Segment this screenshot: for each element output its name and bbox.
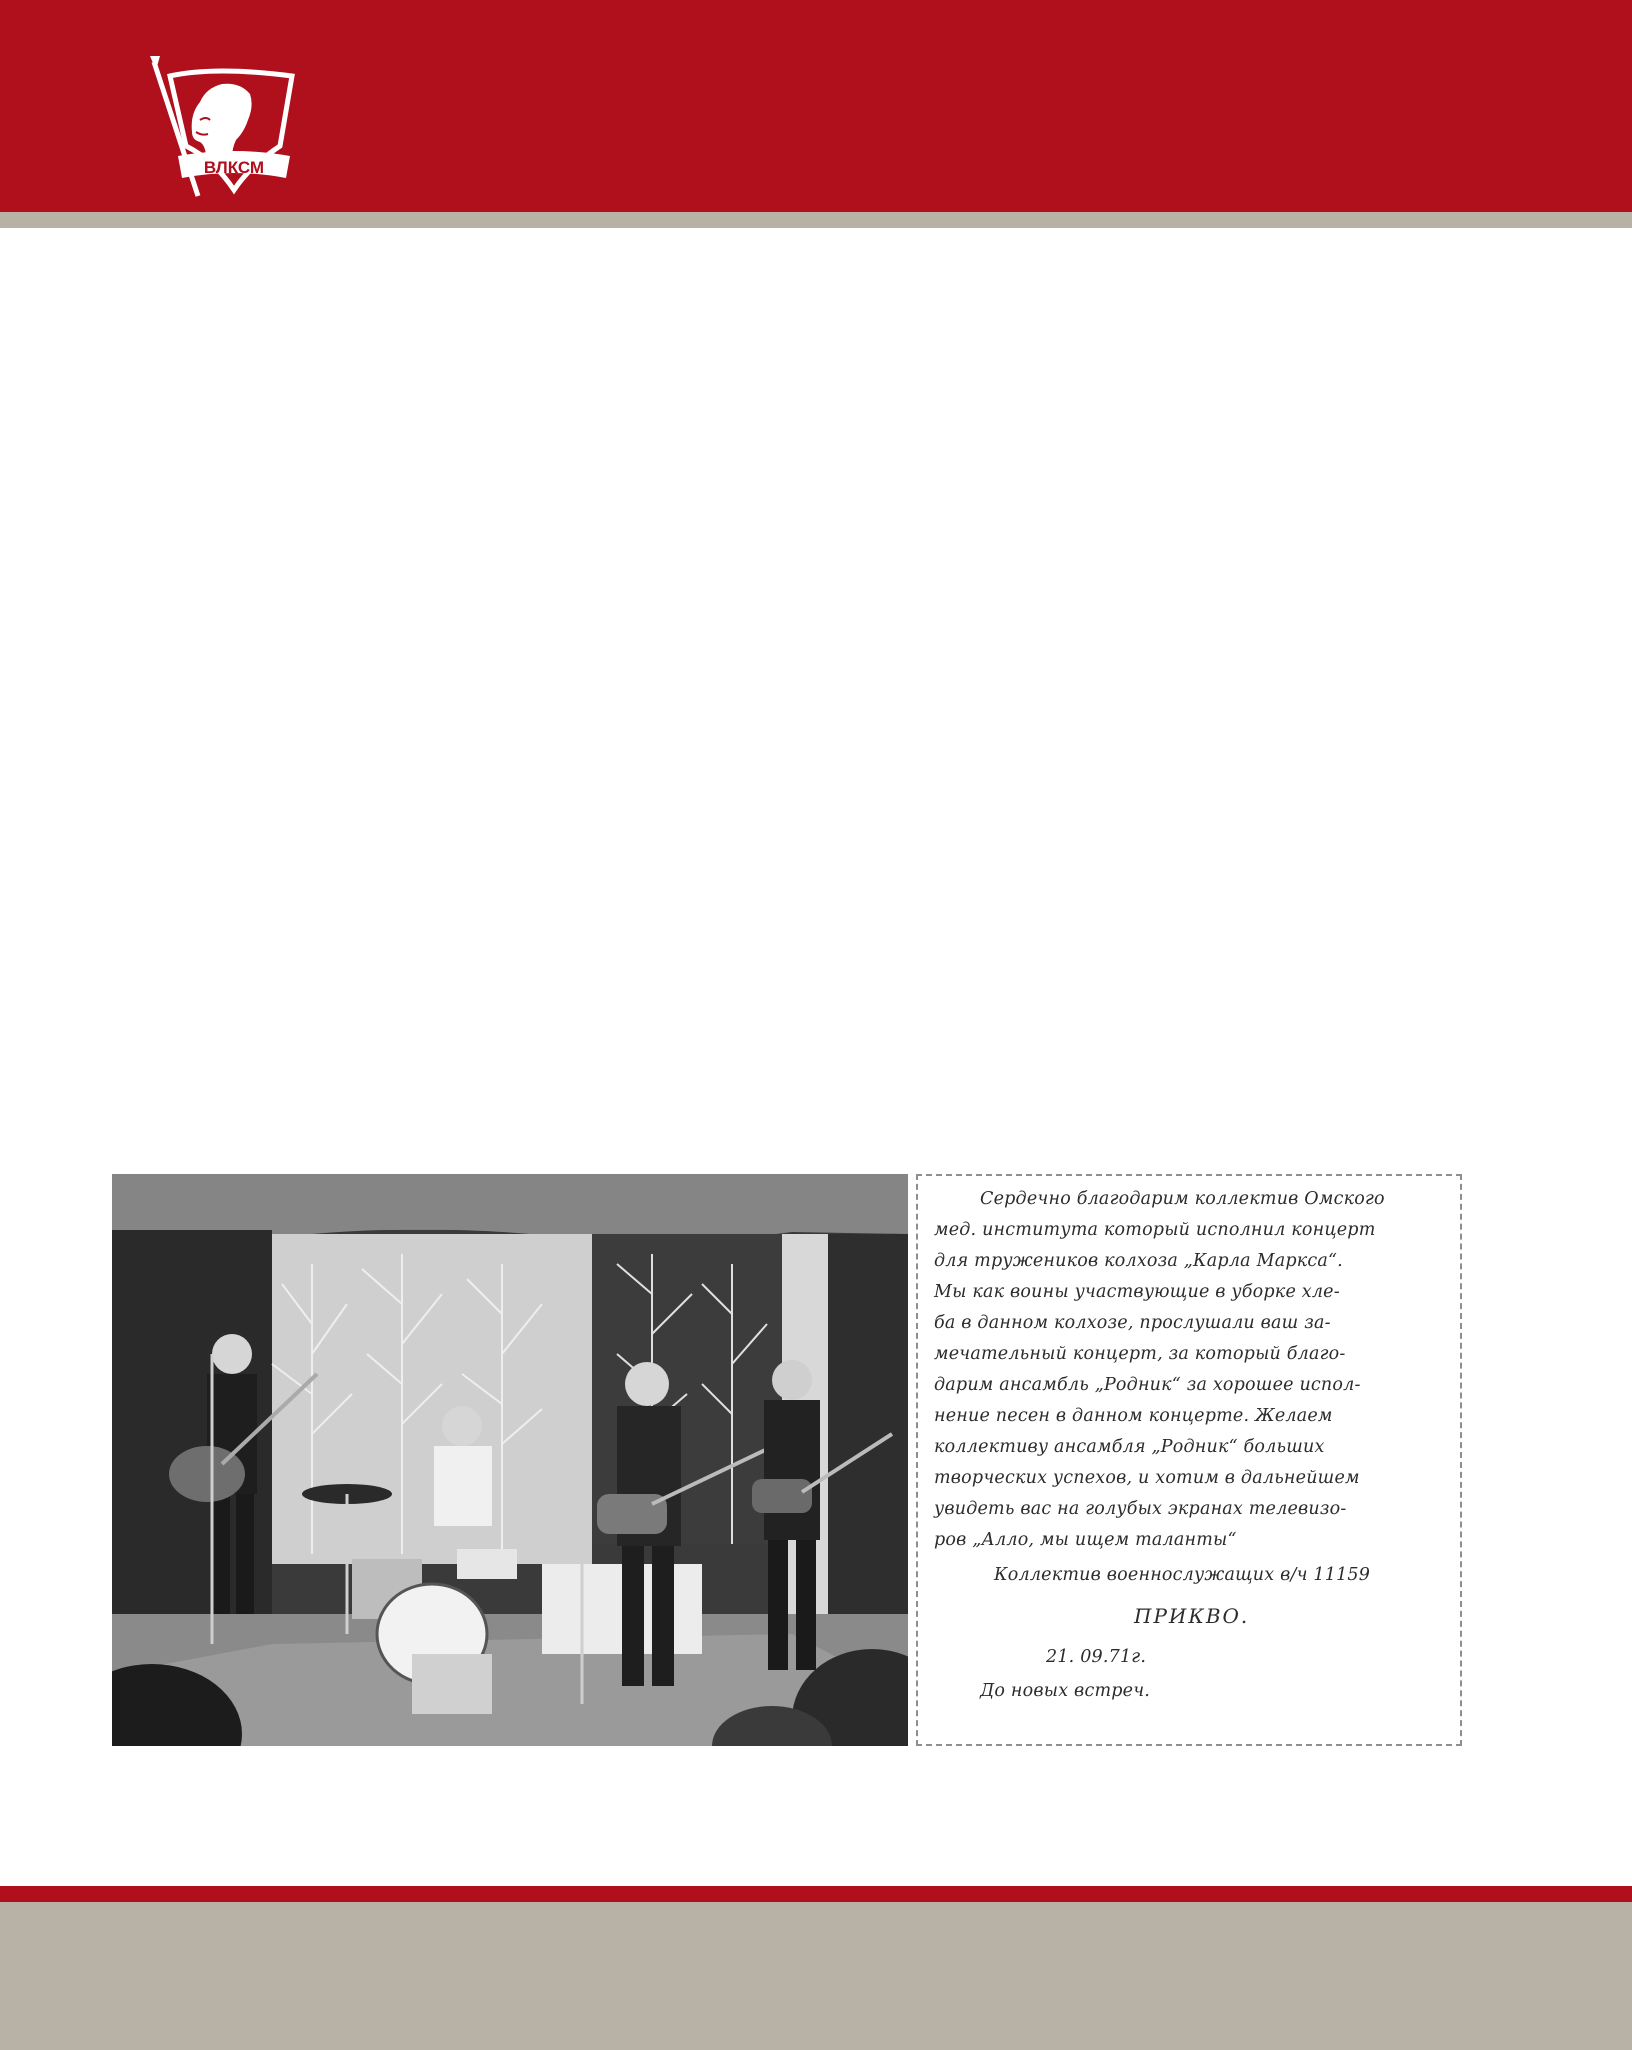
footer-band <box>0 1902 1632 2050</box>
letter-line: коллективу ансамбля „Родник“ больших <box>934 1437 1325 1457</box>
komsomol-badge-logo <box>140 54 300 204</box>
letter-signature-unit: ПРИКВО. <box>1134 1604 1250 1628</box>
letter-line: для тружеников колхоза „Карла Маркса“. <box>934 1251 1343 1271</box>
letter-line: ба в данном колхозе, прослушали ваш за- <box>934 1313 1331 1333</box>
letter-line: Мы как воины участвующие в уборке хле- <box>934 1282 1340 1302</box>
handwritten-letter <box>916 1174 1462 1746</box>
letter-line: нение песен в данном концерте. Желаем <box>934 1406 1333 1426</box>
letter-farewell: До новых встреч. <box>980 1681 1151 1701</box>
logo-text: ВЛКСМ <box>203 158 265 177</box>
footer-red-line <box>0 1886 1632 1902</box>
letter-line: мед. института который исполнил концерт <box>934 1220 1376 1240</box>
letter-date: 21. 09.71г. <box>1046 1647 1147 1667</box>
letter-line: ров „Алло, мы ищем таланты“ <box>934 1530 1237 1550</box>
letter-line: Сердечно благодарим коллектив Омского <box>980 1189 1385 1209</box>
concert-photo <box>112 1174 908 1746</box>
letter-line: мечательный концерт, за который благо- <box>934 1344 1346 1364</box>
letter-line: дарим ансамбль „Родник“ за хорошее испол- <box>934 1375 1361 1395</box>
letter-line: увидеть вас на голубых экранах телевизо- <box>934 1499 1347 1519</box>
letter-signature: Коллектив военнослужащих в/ч 11159 <box>994 1565 1371 1585</box>
header-stripe <box>0 212 1632 228</box>
letter-line: творческих успехов, и хотим в дальнейшем <box>934 1468 1360 1488</box>
